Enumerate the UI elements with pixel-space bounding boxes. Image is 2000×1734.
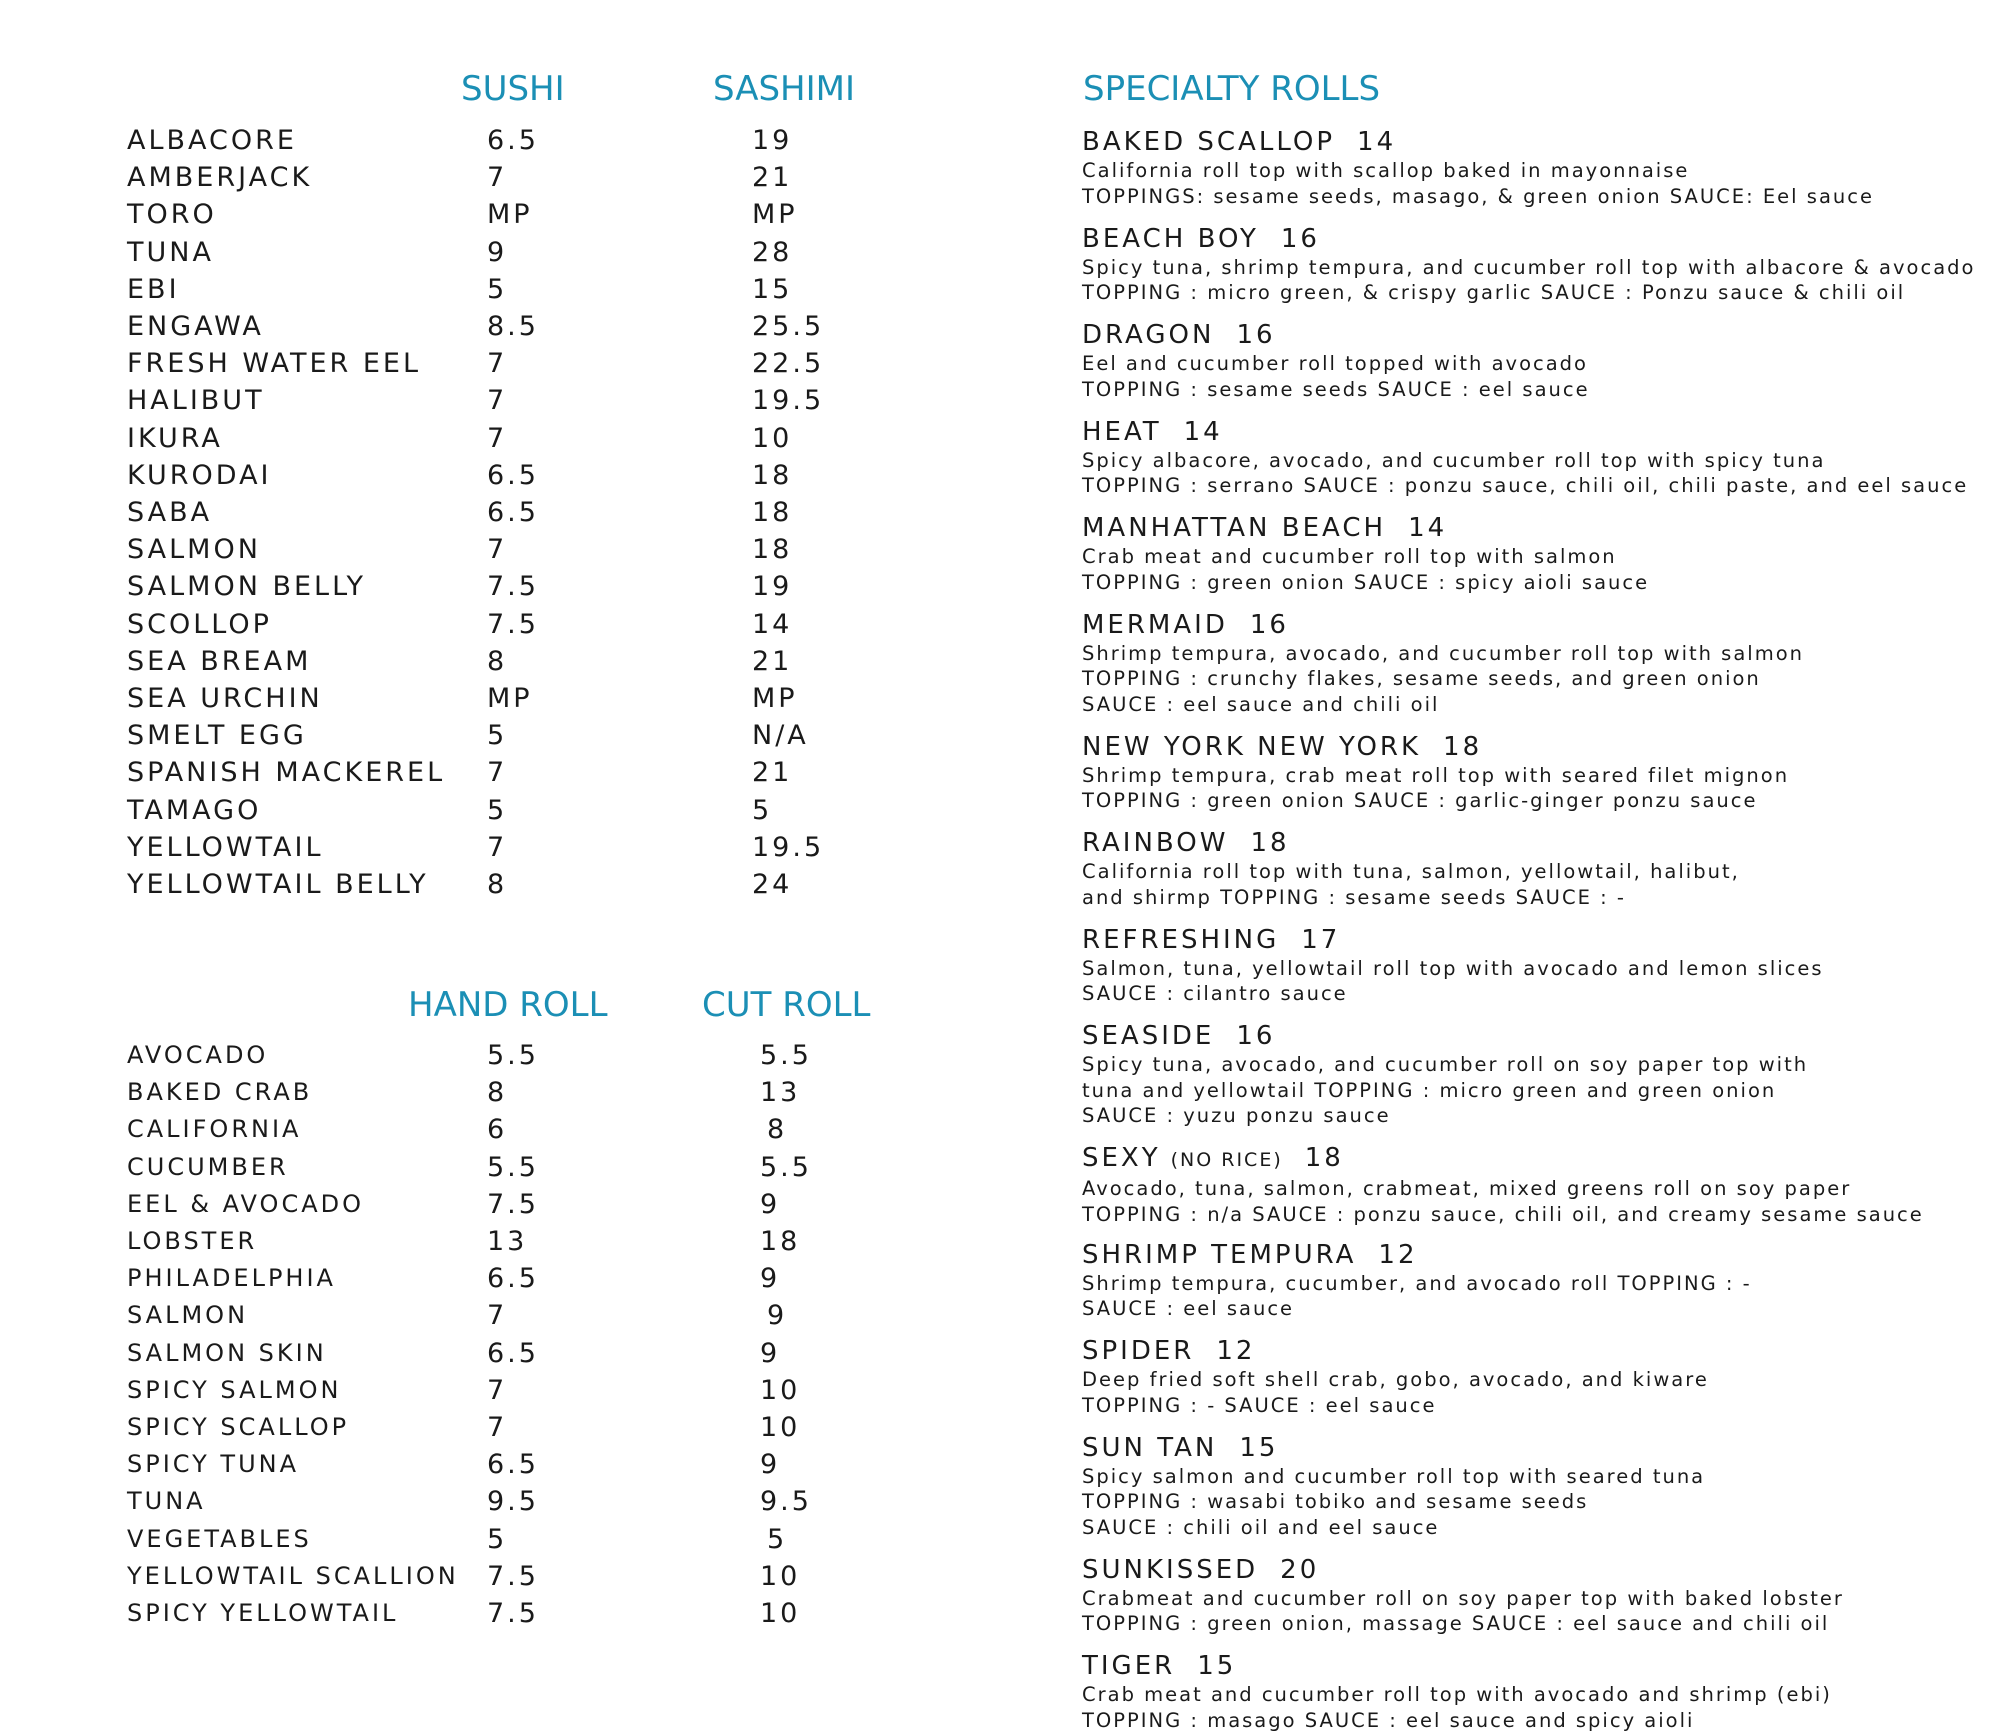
item-name: SEA URCHIN	[127, 683, 323, 714]
sashimi-price: N/A	[752, 720, 809, 752]
specialty-roll	[1082, 512, 1982, 595]
sushi-price: 7	[487, 831, 508, 863]
roll-name: BAKED SCALLOP	[1082, 127, 1336, 157]
item-name: HALIBUT	[127, 385, 265, 417]
nigiri-row	[127, 308, 907, 345]
roll-price: 14	[1357, 127, 1397, 157]
roll-row	[127, 1149, 907, 1186]
roll-description: California roll top with tuna, salmon, yellowtail, halibut,	[1082, 860, 1740, 883]
item-name: LOBSTER	[127, 1227, 258, 1255]
roll-title	[1082, 731, 1982, 763]
roll-row	[127, 1335, 907, 1372]
sashimi-price: 18	[752, 497, 793, 528]
roll-description: TOPPING : green onion SAUCE : garlic-ginger ponzu sauce	[1082, 789, 1758, 812]
roll-description: California roll top with scallop baked in mayonnaise	[1082, 159, 1690, 182]
sushi-price: 8	[487, 645, 508, 677]
specialty-roll	[1082, 1142, 1982, 1227]
item-name: EBI	[127, 273, 180, 305]
item-name: ENGAWA	[127, 311, 264, 342]
cut-roll-price: 9	[760, 1263, 781, 1295]
sushi-price: MP	[487, 199, 533, 231]
roll-description: TOPPING : sesame seeds SAUCE : eel sauce	[1082, 377, 1590, 401]
sashimi-price: 19	[752, 571, 793, 603]
roll-price: 18	[1250, 828, 1290, 858]
cut-roll-price: 9.5	[760, 1486, 812, 1518]
sushi-price: 5	[487, 720, 508, 752]
sushi-price: 6.5	[487, 459, 539, 491]
roll-title	[1082, 1335, 1982, 1367]
specialty-roll	[1082, 1020, 1982, 1129]
roll-title	[1082, 223, 1982, 255]
roll-description: Shrimp tempura, cucumber, and avocado roll TOPPING : -	[1082, 1271, 1752, 1295]
roll-description: TOPPING : n/a SAUCE : ponzu sauce, chili oil, and creamy sesame sauce	[1082, 1202, 1924, 1226]
roll-description: Eel and cucumber roll topped with avocado	[1082, 352, 1588, 375]
hand-roll-price: 7	[487, 1374, 508, 1406]
item-name: TAMAGO	[127, 794, 262, 826]
roll-row	[127, 1483, 907, 1520]
nigiri-row	[127, 866, 907, 903]
nigiri-row	[127, 494, 907, 531]
nigiri-row	[127, 420, 907, 457]
cut-roll-price: 9	[760, 1449, 781, 1481]
sushi-price: 7.5	[487, 571, 539, 603]
roll-row	[127, 1186, 907, 1223]
sushi-price: 7	[487, 534, 508, 566]
item-name: AVOCADO	[127, 1041, 269, 1069]
item-name: AMBERJACK	[127, 162, 313, 194]
item-name: TUNA	[127, 1487, 206, 1516]
item-name: SPANISH MACKEREL	[127, 757, 446, 789]
cut-roll-price: 18	[760, 1226, 801, 1257]
item-name: SCOLLOP	[127, 608, 272, 640]
roll-name: SHRIMP TEMPURA	[1082, 1239, 1357, 1270]
sashimi-price: MP	[752, 683, 798, 714]
roll-title	[1082, 512, 1982, 544]
sushi-price: 5	[487, 273, 508, 305]
sushi-price: 8.5	[487, 311, 539, 342]
roll-description: SAUCE : eel sauce and chili oil	[1082, 692, 1440, 716]
roll-row	[127, 1409, 907, 1446]
item-name: SPICY TUNA	[127, 1450, 300, 1479]
roll-row	[127, 1558, 907, 1595]
roll-description: Salmon, tuna, yellowtail roll top with avocado and lemon slices	[1082, 956, 1824, 980]
nigiri-row	[127, 754, 907, 791]
roll-title	[1082, 1432, 1982, 1464]
nigiri-row	[127, 122, 907, 159]
specialty-roll	[1082, 1432, 1982, 1541]
hand-roll-price: 5	[487, 1523, 508, 1555]
roll-row	[127, 1446, 907, 1483]
roll-description: Crab meat and cucumber roll top with salmon	[1082, 545, 1617, 568]
roll-row	[127, 1223, 907, 1260]
roll-row	[127, 1111, 907, 1148]
sashimi-header: SASHIMI	[713, 69, 856, 109]
item-name: EEL & AVOCADO	[127, 1189, 364, 1218]
roll-name: RAINBOW	[1082, 828, 1229, 858]
cut-roll-price: 5.5	[760, 1151, 812, 1183]
roll-description: TOPPING : green onion SAUCE : spicy aioli sauce	[1082, 570, 1650, 594]
roll-price: 17	[1301, 924, 1341, 955]
item-name: SALMON BELLY	[127, 571, 367, 603]
cut-roll-price: 10	[760, 1374, 801, 1406]
nigiri-row	[127, 531, 907, 568]
roll-name: HEAT	[1082, 416, 1162, 447]
item-name: YELLOWTAIL	[127, 831, 324, 863]
roll-description: TOPPING : crunchy flakes, sesame seeds, and green onion	[1082, 667, 1761, 690]
roll-description: tuna and yellowtail TOPPING : micro green and green onion	[1082, 1078, 1777, 1102]
roll-description: SAUCE : eel sauce	[1082, 1297, 1295, 1320]
roll-price: 14	[1183, 416, 1223, 447]
roll-name: REFRESHING	[1082, 924, 1280, 955]
cut-roll-price: 10	[760, 1598, 801, 1629]
cut-roll-price: 8	[767, 1114, 788, 1146]
sushi-price: 7.5	[487, 608, 539, 640]
roll-price: 16	[1236, 1021, 1276, 1051]
cut-roll-price: 9	[760, 1188, 781, 1220]
sushi-price: 7	[487, 422, 508, 454]
item-name: YELLOWTAIL BELLY	[127, 869, 429, 900]
sashimi-price: 19	[752, 125, 793, 156]
nigiri-row	[127, 196, 907, 233]
item-name: CUCUMBER	[127, 1152, 289, 1181]
roll-note: (NO RICE)	[1170, 1149, 1283, 1171]
nigiri-row	[127, 568, 907, 605]
roll-title	[1082, 319, 1982, 351]
item-name: TORO	[127, 199, 217, 231]
roll-title	[1082, 827, 1982, 859]
roll-price: 18	[1304, 1143, 1344, 1173]
hand-roll-price: 7.5	[487, 1560, 539, 1592]
sushi-price: 7	[487, 757, 508, 789]
hand-roll-price: 13	[487, 1226, 528, 1257]
roll-price: 14	[1408, 513, 1448, 543]
sashimi-price: 18	[752, 459, 793, 491]
item-name: SALMON SKIN	[127, 1338, 327, 1367]
nigiri-row	[127, 606, 907, 643]
specialty-roll	[1082, 1650, 1982, 1733]
specialty-roll	[1082, 416, 1982, 499]
roll-description: Spicy tuna, avocado, and cucumber roll on soy paper top with	[1082, 1053, 1809, 1076]
sashimi-price: 15	[752, 273, 793, 305]
roll-name: TIGER	[1082, 1651, 1176, 1681]
roll-price: 18	[1443, 731, 1483, 762]
roll-title	[1082, 1020, 1982, 1052]
item-name: SALMON	[127, 1301, 249, 1330]
hand-roll-price: 6.5	[487, 1337, 539, 1369]
roll-description: SAUCE : chili oil and eel sauce	[1082, 1515, 1440, 1539]
item-name: BAKED CRAB	[127, 1078, 313, 1107]
roll-description: SAUCE : cilantro sauce	[1082, 982, 1348, 1005]
roll-name: SEXY	[1082, 1143, 1161, 1173]
specialty-roll	[1082, 827, 1982, 910]
specialty-roll	[1082, 731, 1982, 814]
item-name: SALMON	[127, 534, 261, 566]
roll-name: SUNKISSED	[1082, 1554, 1259, 1585]
roll-name: MANHATTAN BEACH	[1082, 513, 1387, 543]
roll-description: SAUCE : yuzu ponzu sauce	[1082, 1104, 1391, 1127]
nigiri-row	[127, 643, 907, 680]
sushi-price: MP	[487, 683, 533, 714]
sushi-price: 8	[487, 869, 508, 900]
cut-roll-price: 10	[760, 1560, 801, 1592]
roll-description: Avocado, tuna, salmon, crabmeat, mixed greens roll on soy paper	[1082, 1177, 1852, 1200]
sashimi-price: 19.5	[752, 385, 825, 417]
sashimi-price: 25.5	[752, 311, 825, 342]
nigiri-row	[127, 792, 907, 829]
nigiri-row	[127, 457, 907, 494]
roll-name: MERMAID	[1082, 609, 1228, 640]
sushi-price: 9	[487, 236, 508, 268]
item-name: SPICY SALMON	[127, 1375, 342, 1404]
hand-roll-price: 7	[487, 1300, 508, 1332]
roll-row	[127, 1260, 907, 1297]
roll-price: 15	[1197, 1651, 1237, 1681]
item-name: SPICY YELLOWTAIL	[127, 1599, 399, 1627]
hand-roll-price: 6.5	[487, 1449, 539, 1481]
roll-title	[1082, 126, 1982, 158]
item-name: IKURA	[127, 422, 223, 454]
sashimi-price: MP	[752, 199, 798, 231]
item-name: PHILADELPHIA	[127, 1264, 336, 1293]
sashimi-price: 21	[752, 162, 793, 194]
roll-row	[127, 1297, 907, 1334]
sashimi-price: 14	[752, 608, 793, 640]
roll-price: 16	[1280, 223, 1320, 254]
roll-description: Spicy albacore, avocado, and cucumber roll top with spicy tuna	[1082, 448, 1826, 472]
roll-description: Shrimp tempura, crab meat roll top with seared filet mignon	[1082, 763, 1790, 787]
roll-price: 12	[1216, 1336, 1256, 1366]
sashimi-price: 21	[752, 757, 793, 789]
cut-roll-price: 5.5	[760, 1040, 812, 1071]
sushi-price: 7	[487, 348, 508, 380]
cut-roll-price: 9	[760, 1337, 781, 1369]
specialty-roll	[1082, 609, 1982, 718]
specialty-roll	[1082, 319, 1982, 402]
roll-name: BEACH BOY	[1082, 223, 1259, 254]
cut-roll-price: 5	[767, 1523, 788, 1555]
hand-roll-price: 5.5	[487, 1151, 539, 1183]
roll-price: 12	[1378, 1239, 1418, 1270]
roll-description: Spicy salmon and cucumber roll top with seared tuna	[1082, 1464, 1706, 1488]
item-name: YELLOWTAIL SCALLION	[127, 1561, 459, 1590]
sushi-price: 7	[487, 162, 508, 194]
specialty-roll	[1082, 1554, 1982, 1637]
cut-roll-price: 10	[760, 1412, 801, 1443]
roll-title	[1082, 609, 1982, 641]
roll-name: SUN TAN	[1082, 1432, 1218, 1463]
roll-name: DRAGON	[1082, 320, 1215, 350]
specialty-roll	[1082, 1239, 1982, 1322]
roll-description: Spicy tuna, shrimp tempura, and cucumber roll top with albacore & avocado	[1082, 255, 1976, 279]
sushi-price: 6.5	[487, 125, 539, 156]
roll-description: TOPPING : masago SAUCE : eel sauce and spicy aioli	[1082, 1708, 1695, 1732]
nigiri-row	[127, 829, 907, 866]
sashimi-price: 5	[752, 794, 773, 826]
nigiri-row	[127, 345, 907, 382]
specialty-roll	[1082, 223, 1982, 306]
nigiri-row	[127, 382, 907, 419]
roll-price: 16	[1236, 320, 1276, 350]
item-name: SMELT EGG	[127, 720, 307, 752]
sushi-price: 5	[487, 794, 508, 826]
roll-row	[127, 1372, 907, 1409]
roll-description: Crab meat and cucumber roll top with avocado and shrimp (ebi)	[1082, 1683, 1832, 1706]
sushi-price: 7	[487, 385, 508, 417]
hand-roll-price: 7	[487, 1412, 508, 1443]
item-name: CALIFORNIA	[127, 1115, 302, 1144]
roll-name: SEASIDE	[1082, 1021, 1215, 1051]
item-name: FRESH WATER EEL	[127, 348, 422, 380]
specialty-roll	[1082, 924, 1982, 1007]
item-name: TUNA	[127, 236, 214, 268]
roll-title	[1082, 1142, 1982, 1176]
roll-row	[127, 1595, 907, 1632]
specialty-roll	[1082, 1335, 1982, 1418]
sashimi-price: 18	[752, 534, 793, 566]
specialty-rolls-header: SPECIALTY ROLLS	[1083, 69, 1381, 109]
sushi-price: 6.5	[487, 497, 539, 528]
specialty-roll	[1082, 126, 1982, 209]
cut-roll-header: CUT ROLL	[702, 985, 871, 1025]
sashimi-price: 19.5	[752, 831, 825, 863]
cut-roll-price: 13	[760, 1077, 801, 1109]
roll-row	[127, 1521, 907, 1558]
item-name: SEA BREAM	[127, 645, 312, 677]
roll-title	[1082, 1554, 1982, 1586]
roll-description: TOPPING : serrano SAUCE : ponzu sauce, chili oil, chili paste, and eel sauce	[1082, 474, 1969, 497]
hand-roll-price: 6	[487, 1114, 508, 1146]
roll-description: Deep fried soft shell crab, gobo, avocado, and kiware	[1082, 1368, 1709, 1391]
item-name: ALBACORE	[127, 125, 297, 156]
nigiri-row	[127, 680, 907, 717]
roll-description: TOPPING : green onion, massage SAUCE : eel sauce and chili oil	[1082, 1612, 1830, 1635]
hand-roll-price: 9.5	[487, 1486, 539, 1518]
roll-title	[1082, 1650, 1982, 1682]
item-name: KURODAI	[127, 459, 272, 491]
roll-row	[127, 1074, 907, 1111]
hand-roll-price: 7.5	[487, 1598, 539, 1629]
sushi-header: SUSHI	[461, 69, 565, 109]
roll-price: 16	[1249, 609, 1289, 640]
nigiri-row	[127, 234, 907, 271]
hand-roll-price: 6.5	[487, 1263, 539, 1295]
roll-name: SPIDER	[1082, 1336, 1195, 1366]
roll-description: TOPPING : micro green, & crispy garlic SAUCE : Ponzu sauce & chili oil	[1082, 281, 1906, 304]
sashimi-price: 24	[752, 869, 793, 900]
nigiri-row	[127, 159, 907, 196]
item-name: VEGETABLES	[127, 1524, 312, 1553]
roll-description: TOPPINGS: sesame seeds, masago, & green onion SAUCE: Eel sauce	[1082, 184, 1874, 208]
hand-roll-price: 5.5	[487, 1040, 539, 1071]
roll-title	[1082, 416, 1982, 448]
roll-description: Shrimp tempura, avocado, and cucumber roll top with salmon	[1082, 641, 1804, 665]
cut-roll-price: 9	[767, 1300, 788, 1332]
item-name: SABA	[127, 497, 213, 528]
sashimi-price: 22.5	[752, 348, 825, 380]
roll-name: NEW YORK NEW YORK	[1082, 731, 1422, 762]
roll-description: TOPPING : - SAUCE : eel sauce	[1082, 1393, 1437, 1417]
hand-roll-header: HAND ROLL	[408, 985, 608, 1025]
sashimi-price: 10	[752, 422, 793, 454]
roll-price: 20	[1280, 1554, 1320, 1585]
roll-title	[1082, 924, 1982, 956]
roll-description: TOPPING : wasabi tobiko and sesame seeds	[1082, 1490, 1589, 1513]
sashimi-price: 21	[752, 645, 793, 677]
item-name: SPICY SCALLOP	[127, 1413, 350, 1441]
roll-price: 15	[1239, 1432, 1279, 1463]
nigiri-row	[127, 271, 907, 308]
hand-roll-price: 8	[487, 1077, 508, 1109]
nigiri-row	[127, 717, 907, 754]
hand-roll-price: 7.5	[487, 1188, 539, 1220]
roll-title	[1082, 1239, 1982, 1271]
roll-row	[127, 1037, 907, 1074]
roll-description: and shirmp TOPPING : sesame seeds SAUCE : -	[1082, 885, 1626, 909]
roll-description: Crabmeat and cucumber roll on soy paper top with baked lobster	[1082, 1586, 1844, 1610]
sashimi-price: 28	[752, 236, 793, 268]
